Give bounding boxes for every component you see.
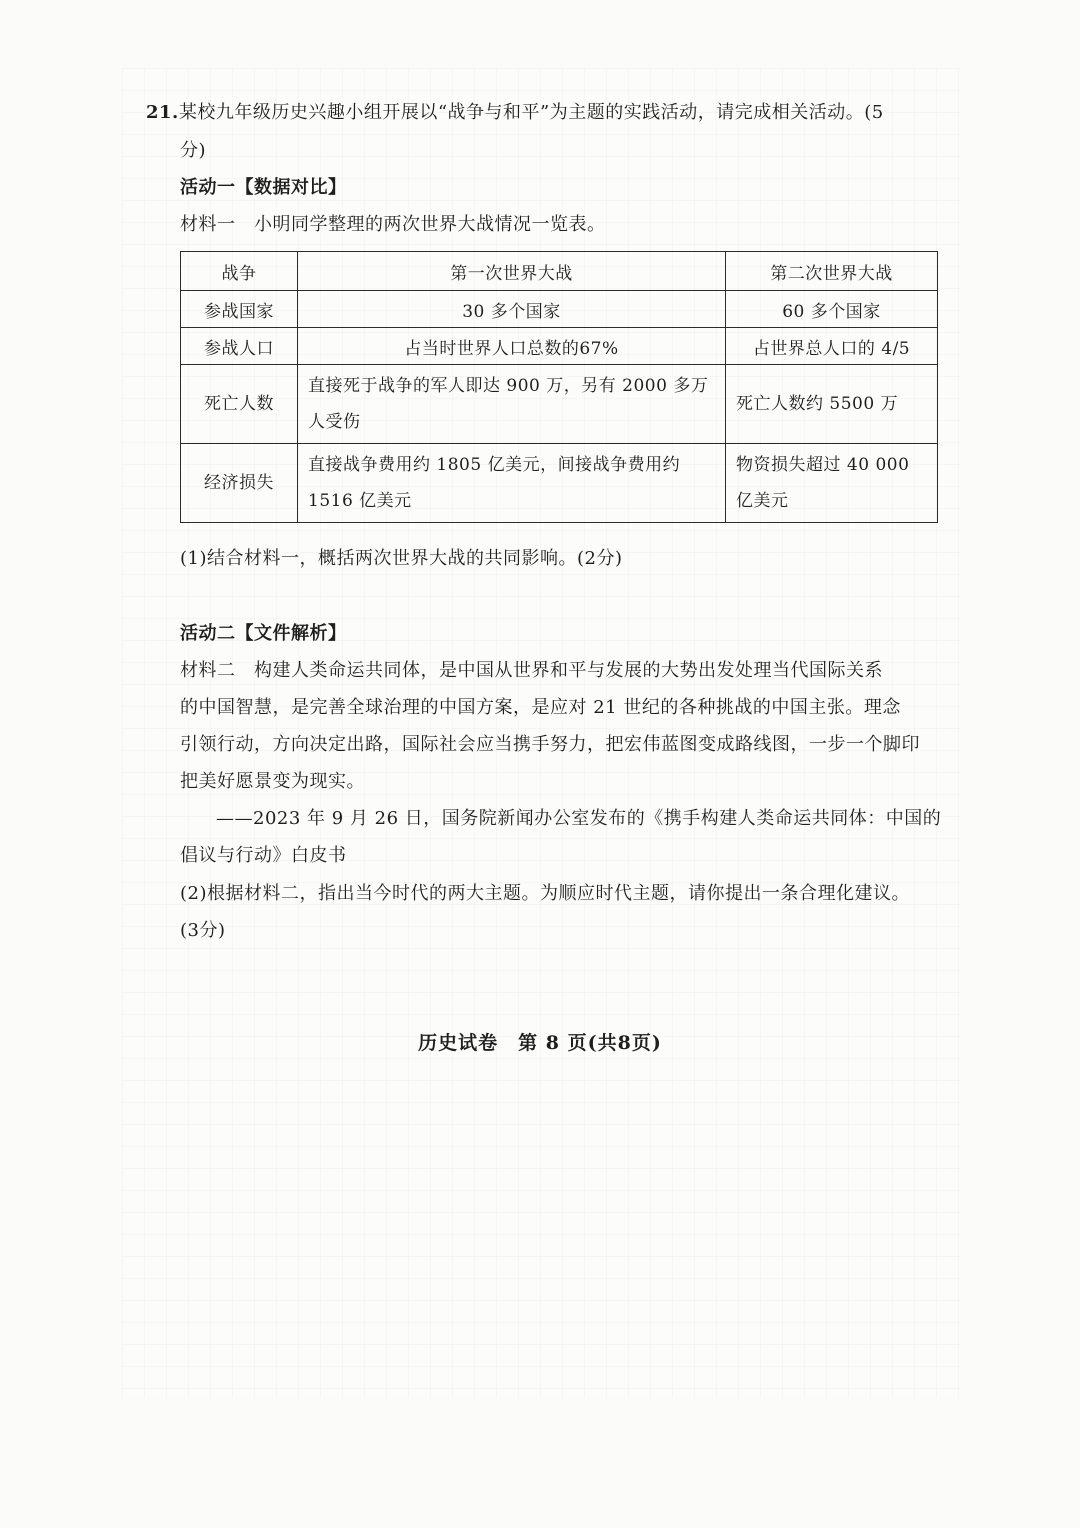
ww1-cell: 30 多个国家 [298,291,726,328]
material2-line: 把美好愿景变为现实。 [180,771,365,792]
question-stem-text: 某校九年级历史兴趣小组开展以“战争与和平”为主题的实践活动，请完成相关活动。(5 [178,102,884,123]
activity2-heading: 活动二【文件解析】 [180,623,347,644]
subquestion-2-line1: (2)根据材料二，指出当今时代的两大主题。为顺应时代主题，请你提出一条合理化建议。 [180,883,910,904]
question-stem-line1 [146,100,884,126]
row-label: 死亡人数 [181,365,298,444]
ww1-cell: 占当时世界人口总数的67% [298,328,726,365]
world-wars-comparison-table [180,251,938,523]
row-label: 参战人口 [181,328,298,365]
ww2-cell: 死亡人数约 5500 万 [726,365,938,444]
material2-line: 的中国智慧，是完善全球治理的中国方案，是应对 21 世纪的各种挑战的中国主张。理念 [180,697,901,718]
ww2-cell: 60 多个国家 [726,291,938,328]
page-footer: 历史试卷 第 8 页(共8页) [418,1032,662,1054]
material2-line: 引领行动，方向决定出路，国际社会应当携手努力，把宏伟蓝图变成路线图，一步一个脚印 [180,734,920,755]
question-number: 21. [146,102,179,123]
activity1-heading: 活动一【数据对比】 [180,177,347,198]
table-header-cell: 第一次世界大战 [298,252,726,291]
question-stem-line2: 分) [180,140,207,161]
material1-intro: 材料一 小明同学整理的两次世界大战情况一览表。 [180,214,606,235]
ww1-cell: 直接死于战争的军人即达 900 万，另有 2000 多万人受伤 [298,365,726,444]
row-label: 参战国家 [181,291,298,328]
ww2-cell: 物资损失超过 40 000 亿美元 [726,444,938,523]
table-header-cell: 战争 [181,252,298,291]
table-row [181,291,938,328]
table-header-cell: 第二次世界大战 [726,252,938,291]
subquestion-2-line2: (3分) [180,920,226,941]
table-row [181,328,938,365]
table-row [181,365,938,444]
material2-line: 材料二 构建人类命运共同体，是中国从世界和平与发展的大势出发处理当代国际关系 [180,660,883,681]
ww2-cell: 占世界总人口的 4/5 [726,328,938,365]
material2-source-line2: 倡议与行动》白皮书 [180,845,347,866]
table-header-row [181,252,938,291]
ww1-cell: 直接战争费用约 1805 亿美元，间接战争费用约 1516 亿美元 [298,444,726,523]
material2-source-line1: ——2023 年 9 月 26 日，国务院新闻办公室发布的《携手构建人类命运共同体：中国的 [216,808,942,829]
table-row [181,444,938,523]
subquestion-1: (1)结合材料一，概括两次世界大战的共同影响。(2分) [180,548,623,569]
row-label: 经济损失 [181,444,298,523]
